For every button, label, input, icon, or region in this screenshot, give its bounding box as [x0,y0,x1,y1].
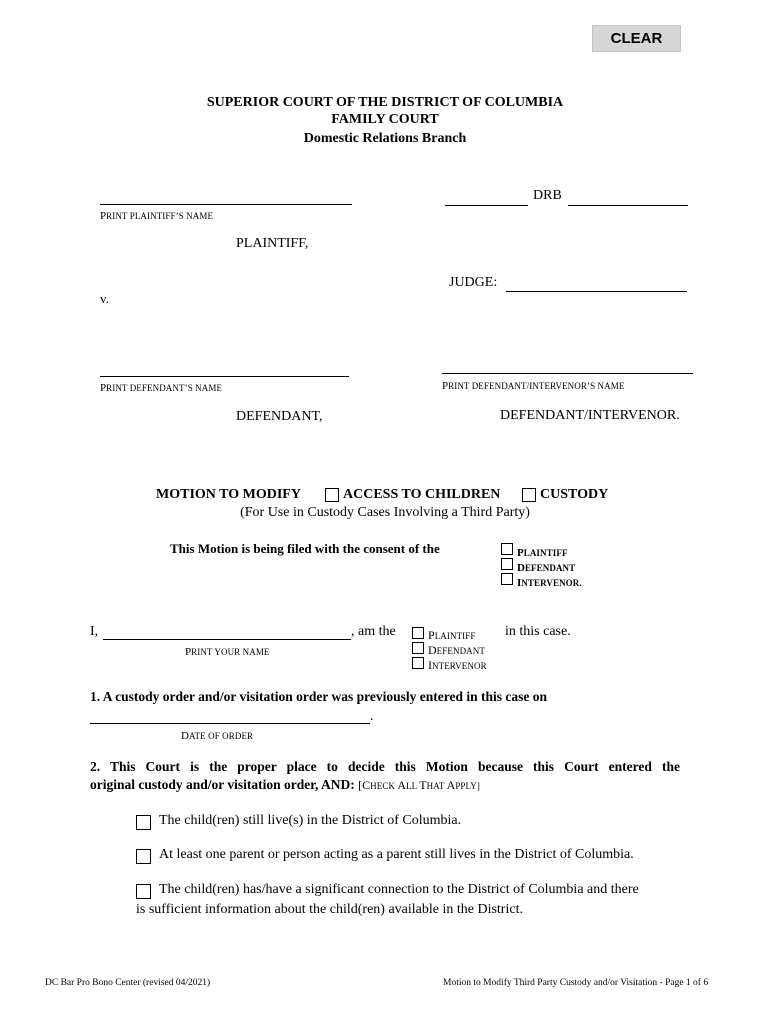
judge-label: JUDGE: [449,275,498,290]
plaintiff-name-field[interactable] [100,204,352,205]
identity-i: I, [90,624,99,639]
date-of-order-label: DATE OF ORDER [181,730,254,742]
reason-significant-connection-cont: is sufficient information about the child(ren) available in the District. [136,902,523,917]
identity-in-this-case: in this case. [505,624,571,639]
drb-number-field[interactable] [568,205,688,206]
identity-am-the: , am the [351,624,396,639]
custody-checkbox[interactable] [522,488,536,502]
consent-intervenor-checkbox[interactable] [501,573,513,585]
intervenor-label: DEFENDANT/INTERVENOR. [500,408,680,423]
drb-prefix-field[interactable] [445,205,528,206]
clear-button[interactable]: CLEAR [592,25,681,52]
your-name-label: PRINT YOUR NAME [185,646,270,658]
identity-defendant-label: DEFENDANT [428,643,485,657]
motion-subtitle: (For Use in Custody Cases Involving a Third Party) [240,505,530,520]
identity-defendant-checkbox[interactable] [412,642,424,654]
access-label: ACCESS TO CHILDREN [343,487,501,502]
court-branch: Domestic Relations Branch [303,131,467,146]
footer-left: DC Bar Pro Bono Center (revised 04/2021) [45,978,211,988]
access-checkbox[interactable] [325,488,339,502]
court-division: FAMILY COURT [331,112,439,127]
reason-children-live-label: The child(ren) still live(s) in the District of Columbia. [159,813,462,828]
consent-defendant-label: DEFENDANT [517,562,576,574]
intervenor-name-field[interactable] [442,373,693,374]
reason-children-live-checkbox[interactable] [136,815,151,830]
defendant-name-label: PRINT DEFENDANT’S NAME [100,382,223,394]
identity-intervenor-label: INTERVENOR [428,658,487,672]
intervenor-name-label: PRINT DEFENDANT/INTERVENOR’S NAME [442,380,625,392]
versus-label: v. [100,291,109,306]
reason-significant-connection-checkbox[interactable] [136,884,151,899]
item2-line1: 2. This Court is the proper place to decide this Motion because this Court entered the [90,759,680,774]
date-of-order-field[interactable] [90,723,370,724]
consent-plaintiff-checkbox[interactable] [501,543,513,555]
identity-intervenor-checkbox[interactable] [412,657,424,669]
defendant-label: DEFENDANT, [236,409,323,424]
reason-parent-lives-checkbox[interactable] [136,849,151,864]
reason-parent-lives-label: At least one parent or person acting as a parent still lives in the District of Columbia. [159,847,634,862]
consent-intervenor-label: INTERVENOR. [517,577,582,589]
item1-text: 1. A custody order and/or visitation order was previously entered in this case on [90,689,548,704]
item2-line2: original custody and/or visitation order, AND: [CHECK ALL THAT APPLY] [90,777,480,792]
plaintiff-name-label: PRINT PLAINTIFF’S NAME [100,210,214,222]
motion-title: MOTION TO MODIFY [156,487,301,502]
judge-field[interactable] [506,291,687,292]
court-name: SUPERIOR COURT OF THE DISTRICT OF COLUMBIA [206,95,564,110]
your-name-field[interactable] [103,639,351,640]
identity-plaintiff-checkbox[interactable] [412,627,424,639]
consent-defendant-checkbox[interactable] [501,558,513,570]
consent-plaintiff-label: PLAINTIFF [517,547,568,559]
defendant-name-field[interactable] [100,376,349,377]
consent-text: This Motion is being filed with the consent of the [170,541,440,556]
drb-label: DRB [533,188,562,203]
plaintiff-label: PLAINTIFF, [236,236,309,251]
custody-label: CUSTODY [540,487,609,502]
footer-right: Motion to Modify Third Party Custody and/or Visitation - Page 1 of 6 [443,978,709,988]
reason-significant-connection-label: The child(ren) has/have a significant connection to the District of Columbia and there [159,882,639,897]
item1-period: . [370,709,374,724]
identity-plaintiff-label: PLAINTIFF [428,628,476,642]
